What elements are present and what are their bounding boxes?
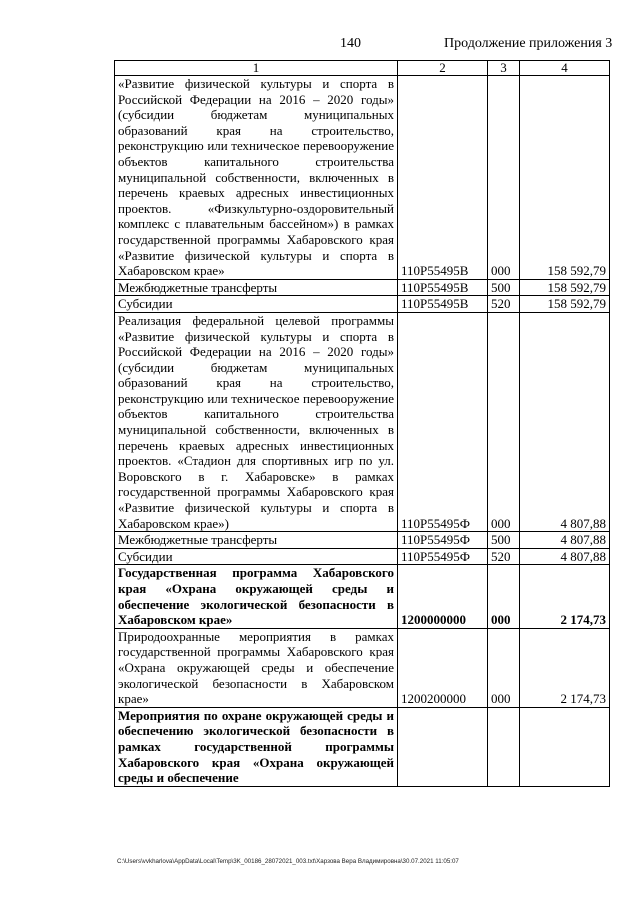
row-code: 110P55495B <box>398 279 488 296</box>
row-amount: 158 592,79 <box>520 279 610 296</box>
row-code: 110P55495Ф <box>398 548 488 565</box>
row-code: 1200000000 <box>398 565 488 628</box>
row-description: Реализация федеральной целевой программы «Развитие физической культуры и спорта в Российской Федерации на 2016 – 2020 годы» (субсидии бюджетам муниципальных образований края на строительство, реконструкцию или техническое перевооружение объектов капитального строительства муниципальной собственности, включенных в перечень краевых адресных инвестиционных проектов. «Стадион для спортивных игр по ул. Воровского в г. Хабаровске» в рамках государственной программы Хабаровского края «Развитие физической культуры и спорта в Хабаровском крае») <box>115 312 398 531</box>
column-number: 1 <box>115 61 398 76</box>
row-type: 000 <box>488 565 520 628</box>
row-code: 110P55495B <box>398 296 488 313</box>
row-type: 520 <box>488 548 520 565</box>
table-row <box>115 279 610 296</box>
row-code: 110P55495B <box>398 76 488 280</box>
row-code: 110P55495Ф <box>398 312 488 531</box>
row-description: Межбюджетные трансферты <box>115 279 398 296</box>
table-row <box>115 548 610 565</box>
table-row <box>115 565 610 628</box>
row-code: 1200200000 <box>398 628 488 707</box>
continuation-label: Продолжение приложения 3 <box>444 36 613 51</box>
table-row <box>115 707 610 786</box>
row-amount <box>520 707 610 786</box>
budget-table <box>114 60 610 787</box>
row-description: Межбюджетные трансферты <box>115 532 398 549</box>
file-path-footer: C:\Users\vvkharlova\AppData\Local\Temp\3K_00186_28072021_003.txt\Харзова Вера Владимировна\30.07.2021 11:05:07 <box>117 858 459 865</box>
row-type: 500 <box>488 279 520 296</box>
row-amount: 2 174,73 <box>520 628 610 707</box>
row-amount: 4 807,88 <box>520 532 610 549</box>
row-description: Природоохранные мероприятия в рамках государственной программы Хабаровского края «Охрана окружающей среды и обеспечение экологической безопасности в Хабаровском крае» <box>115 628 398 707</box>
table-row <box>115 532 610 549</box>
table-row <box>115 76 610 280</box>
row-amount: 4 807,88 <box>520 548 610 565</box>
row-description: Мероприятия по охране окружающей среды и обеспечению экологической безопасности в рамках государственной программы Хабаровского края «Охрана окружающей среды и обеспечение <box>115 707 398 786</box>
row-description: «Развитие физической культуры и спорта в Российской Федерации на 2016 – 2020 годы» (субсидии бюджетам муниципальных образований края на строительство, реконструкцию или техническое перевооружение объектов капитального строительства муниципальной собственности, включенных в перечень краевых адресных инвестиционных проектов. «Физкультурно-оздоровительный комплекс с плавательным бассейном») в рамках государственной программы Хабаровского края «Развитие физической культуры и спорта в Хабаровском крае» <box>115 76 398 280</box>
row-description: Субсидии <box>115 296 398 313</box>
column-number: 3 <box>488 61 520 76</box>
table-row <box>115 312 610 531</box>
row-type: 500 <box>488 532 520 549</box>
row-type: 000 <box>488 76 520 280</box>
row-type: 000 <box>488 312 520 531</box>
row-amount: 2 174,73 <box>520 565 610 628</box>
row-code: 110P55495Ф <box>398 532 488 549</box>
row-code <box>398 707 488 786</box>
row-amount: 158 592,79 <box>520 76 610 280</box>
row-type <box>488 707 520 786</box>
row-description: Государственная программа Хабаровского края «Охрана окружающей среды и обеспечение экологической безопасности в Хабаровском крае» <box>115 565 398 628</box>
row-amount: 4 807,88 <box>520 312 610 531</box>
column-number-row <box>115 61 610 76</box>
table-row <box>115 296 610 313</box>
column-number: 4 <box>520 61 610 76</box>
row-description: Субсидии <box>115 548 398 565</box>
row-type: 520 <box>488 296 520 313</box>
table-row <box>115 628 610 707</box>
row-amount: 158 592,79 <box>520 296 610 313</box>
page-number: 140 <box>340 36 361 51</box>
row-type: 000 <box>488 628 520 707</box>
column-number: 2 <box>398 61 488 76</box>
